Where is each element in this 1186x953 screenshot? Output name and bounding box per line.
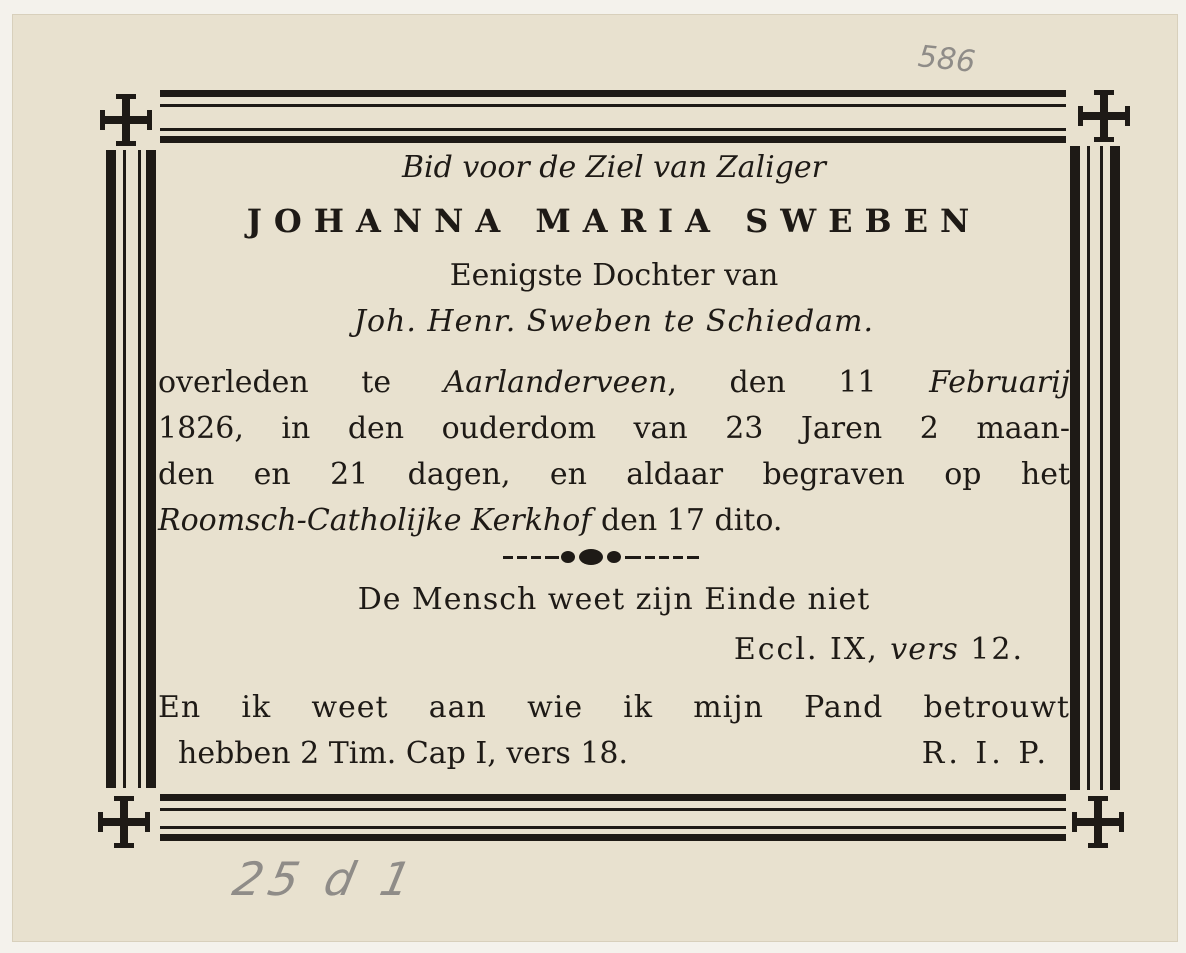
death-notice-line-2: 1826, in den ouderdom van 23 Jaren 2 maan-	[158, 411, 1070, 446]
scripture-reference: Eccl. IX, vers 12.	[733, 632, 1024, 667]
deceased-name: JOHANNA MARIA SWEBEN	[246, 202, 982, 240]
prayer-heading: Bid voor de Ziel van Zaliger	[401, 150, 827, 185]
cross-icon-bottom-right	[1070, 794, 1126, 850]
father-line: Joh. Henr. Sweben te Schiedam.	[353, 304, 875, 339]
rip-text: R. I. P.	[921, 736, 1050, 771]
death-notice-line-3: den en 21 dagen, en aldaar begraven op het	[158, 457, 1070, 492]
death-notice-line-1: overleden te Aarlanderveen, den 11 Februarij	[158, 365, 1070, 400]
death-notice	[158, 360, 1070, 544]
cross-icon-top-left	[98, 92, 154, 148]
ornament-divider	[503, 548, 703, 566]
death-notice-line-4: Roomsch-Catholijke Kerkhof den 17 dito.	[158, 503, 783, 538]
pencil-annotation-bottom: 25 d 1	[228, 852, 422, 906]
verse-line-1: En ik weet aan wie ik mijn Pand betrouwt	[158, 690, 1070, 725]
cross-icon-top-right	[1076, 88, 1132, 144]
verse-citation: hebben 2 Tim. Cap I, vers 18.	[178, 736, 629, 771]
motto: De Mensch weet zijn Einde niet	[357, 582, 871, 617]
card-text	[158, 148, 1070, 788]
relation-line: Eenigste Dochter van	[449, 258, 779, 293]
pencil-annotation-top: 586	[916, 39, 977, 80]
cross-icon-bottom-left	[96, 794, 152, 850]
